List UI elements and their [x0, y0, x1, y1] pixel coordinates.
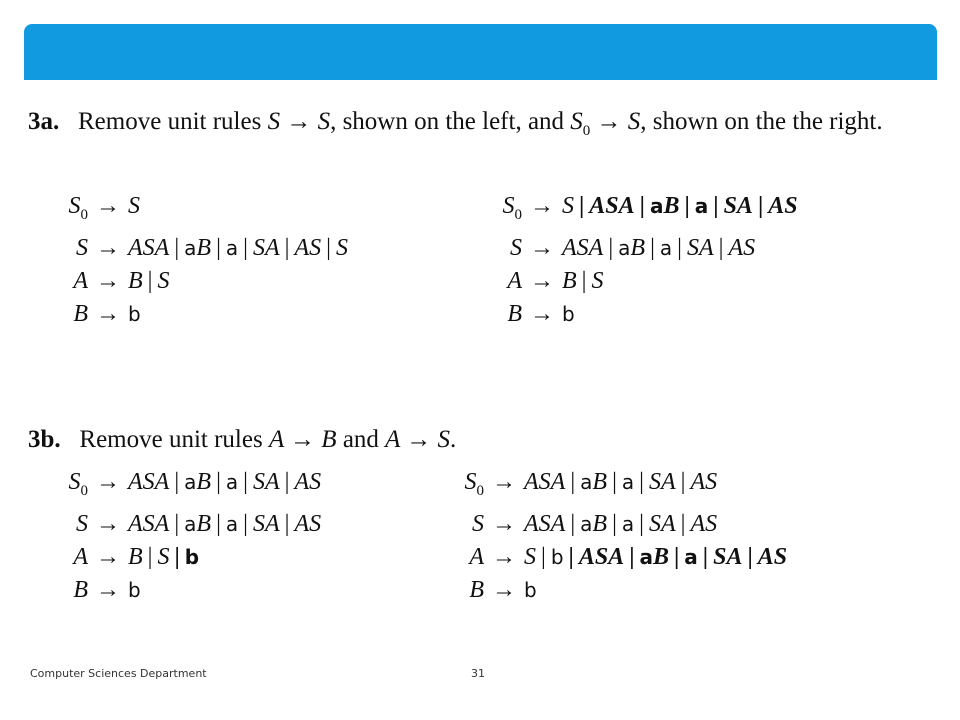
- grammar-symbol: SA: [686, 234, 714, 261]
- heading-3b-text-1: Remove unit rules: [79, 426, 269, 453]
- rule-arrow: →: [530, 300, 554, 327]
- heading-3a-text-1: Remove unit rules: [78, 108, 268, 135]
- rule-arrow: →: [492, 576, 516, 603]
- grammar-symbol: S: [562, 193, 574, 219]
- grammar-symbol: a: [184, 235, 197, 260]
- heading-3a-text-2: , shown on the left, and: [330, 108, 571, 135]
- grammar-symbol: B: [663, 193, 680, 219]
- alternative-separator: |: [174, 469, 180, 495]
- grammar-symbol: ASA: [128, 510, 170, 537]
- alternative-separator: |: [674, 543, 680, 570]
- alternative-separator: |: [579, 193, 585, 219]
- grammar-symbol: AS: [728, 234, 756, 261]
- rule-lhs: A: [73, 543, 88, 570]
- grammar-rule: [436, 508, 787, 541]
- grammar-3b-left: [40, 466, 321, 607]
- grammar-rule: [40, 541, 321, 574]
- rule-arrow: →: [96, 510, 120, 537]
- grammar-symbol: B: [592, 510, 608, 537]
- rule-rhs: [128, 301, 141, 327]
- rule-arrow: →: [96, 543, 120, 570]
- alternative-separator: |: [284, 469, 290, 495]
- grammar-symbol: b: [184, 544, 200, 569]
- grammar-symbol: B: [630, 234, 646, 261]
- slide-header-banner: [24, 24, 937, 80]
- heading-3b-rule-1: A → B: [268, 426, 337, 453]
- grammar-rule: [40, 466, 321, 508]
- rule-arrow: →: [96, 267, 120, 294]
- grammar-symbol: B: [652, 543, 669, 570]
- footer-department: Computer Sciences Department: [30, 667, 207, 680]
- grammar-symbol: a: [639, 544, 653, 569]
- grammar-symbol: AS: [690, 469, 718, 495]
- grammar-symbol: a: [184, 470, 197, 494]
- alternative-separator: |: [284, 234, 290, 261]
- rule-rhs: [524, 511, 717, 537]
- grammar-symbol: S: [335, 234, 348, 261]
- alternative-separator: |: [718, 234, 724, 261]
- grammar-symbol: b: [128, 577, 141, 602]
- heading-3b: [28, 422, 938, 458]
- grammar-symbol: SA: [252, 234, 280, 261]
- rule-lhs: S: [76, 234, 88, 261]
- grammar-symbol: S: [591, 267, 604, 294]
- alternative-separator: |: [570, 469, 576, 495]
- rule-lhs: B: [73, 300, 88, 327]
- alternative-separator: |: [216, 510, 221, 537]
- rule-lhs: A: [73, 267, 88, 294]
- rule-lhs: S: [472, 510, 484, 537]
- grammar-symbol: a: [659, 235, 673, 260]
- rule-rhs: [562, 301, 575, 327]
- grammar-rule: [40, 508, 321, 541]
- grammar-symbol: SA: [648, 510, 676, 537]
- grammar-symbol: B: [562, 267, 577, 294]
- alternative-separator: |: [174, 234, 180, 261]
- grammar-symbol: ASA: [128, 234, 170, 261]
- heading-3b-text-3: .: [450, 426, 457, 453]
- rule-rhs: [524, 544, 787, 570]
- grammar-symbol: S: [157, 267, 170, 294]
- heading-3a-rule-2-lhs: S: [570, 108, 583, 135]
- grammar-symbol: a: [649, 194, 664, 218]
- rule-lhs: $S_0$: [502, 193, 522, 223]
- grammar-symbol: AS: [757, 543, 788, 570]
- grammar-symbol: B: [196, 510, 212, 537]
- grammar-symbol: a: [621, 470, 635, 494]
- grammar-rule: [474, 232, 798, 265]
- grammar-symbol: AS: [294, 234, 322, 261]
- grammar-symbol: b: [562, 301, 575, 326]
- grammar-symbol: SA: [648, 469, 676, 495]
- grammar-rule: [436, 574, 787, 607]
- alternative-separator: |: [747, 543, 753, 570]
- grammar-3a-right: [474, 190, 798, 331]
- alternative-separator: |: [147, 543, 153, 570]
- rule-rhs: [128, 193, 140, 219]
- rule-rhs: [128, 577, 141, 603]
- grammar-symbol: ASA: [589, 193, 635, 219]
- alternative-separator: |: [147, 267, 153, 294]
- alternative-separator: |: [243, 234, 248, 261]
- rule-rhs: [128, 235, 348, 261]
- heading-3a: [28, 104, 938, 149]
- grammar-symbol: a: [580, 511, 593, 536]
- rule-arrow: →: [96, 234, 120, 261]
- grammar-symbol: a: [225, 235, 239, 260]
- grammar-rule: [40, 298, 348, 331]
- alternative-separator: |: [608, 234, 614, 261]
- alternative-separator: |: [612, 469, 617, 495]
- alternative-separator: |: [629, 543, 635, 570]
- grammar-3a-left: [40, 190, 348, 331]
- alternative-separator: |: [612, 510, 617, 537]
- alternative-separator: |: [639, 510, 644, 537]
- grammar-symbol: a: [694, 194, 709, 218]
- grammar-rule: [474, 298, 798, 331]
- grammar-symbol: a: [621, 511, 635, 536]
- rule-rhs: [524, 577, 537, 603]
- grammar-rule: [40, 232, 348, 265]
- rule-lhs: B: [73, 576, 88, 603]
- alternative-separator: |: [639, 469, 644, 495]
- grammar-rule: [40, 574, 321, 607]
- rule-lhs: B: [469, 576, 484, 603]
- rule-lhs: A: [469, 543, 484, 570]
- grammar-symbol: S: [157, 543, 170, 570]
- grammar-rule: [40, 265, 348, 298]
- alternative-separator: |: [243, 510, 248, 537]
- alternative-separator: |: [174, 543, 180, 570]
- grammar-symbol: S: [128, 193, 140, 219]
- rule-arrow: →: [530, 193, 554, 219]
- alternative-separator: |: [684, 193, 690, 219]
- rule-arrow: →: [530, 234, 554, 261]
- rule-rhs: [128, 544, 199, 570]
- grammar-symbol: B: [128, 543, 143, 570]
- alternative-separator: |: [243, 469, 248, 495]
- grammar-symbol: AS: [294, 469, 322, 495]
- rule-rhs: [562, 235, 755, 261]
- alternative-separator: |: [650, 234, 655, 261]
- grammar-symbol: a: [184, 511, 197, 536]
- alternative-separator: |: [680, 510, 686, 537]
- alternative-separator: |: [713, 193, 719, 219]
- grammar-symbol: ASA: [524, 510, 566, 537]
- rule-rhs: [562, 193, 798, 219]
- grammar-symbol: B: [196, 234, 212, 261]
- heading-3b-label: 3b.: [28, 426, 61, 453]
- grammar-symbol: b: [550, 544, 564, 569]
- heading-3a-rule-2-rest: → S: [590, 108, 641, 135]
- grammar-symbol: ASA: [562, 234, 604, 261]
- grammar-rule: [474, 190, 798, 232]
- grammar-rule: [40, 190, 348, 232]
- heading-3a-rule-1: S → S: [267, 108, 331, 135]
- grammar-symbol: a: [225, 470, 239, 494]
- rule-arrow: →: [492, 543, 516, 570]
- grammar-3b-right: [436, 466, 787, 607]
- alternative-separator: |: [216, 234, 221, 261]
- grammar-symbol: a: [618, 235, 631, 260]
- alternative-separator: |: [702, 543, 709, 570]
- rule-arrow: →: [96, 300, 120, 327]
- grammar-symbol: ASA: [524, 469, 566, 495]
- alternative-separator: |: [581, 267, 587, 294]
- rule-lhs: $S_0$: [68, 193, 88, 223]
- grammar-symbol: AS: [690, 510, 718, 537]
- grammar-rule: [436, 466, 787, 508]
- rule-lhs: A: [507, 267, 522, 294]
- grammar-symbol: B: [592, 469, 608, 495]
- page-number: 31: [471, 667, 485, 680]
- grammar-symbol: b: [524, 577, 537, 602]
- alternative-separator: |: [174, 510, 180, 537]
- rule-lhs: B: [507, 300, 522, 327]
- alternative-separator: |: [570, 510, 576, 537]
- grammar-symbol: a: [225, 511, 239, 536]
- grammar-symbol: SA: [252, 469, 280, 495]
- alternative-separator: |: [326, 234, 331, 261]
- rule-rhs: [562, 268, 603, 294]
- rule-rhs: [128, 268, 169, 294]
- rule-rhs: [524, 469, 717, 495]
- rule-arrow: →: [96, 193, 120, 219]
- rule-rhs: [128, 511, 321, 537]
- rule-lhs: $S_0$: [464, 469, 484, 499]
- rule-arrow: →: [96, 576, 120, 603]
- alternative-separator: |: [680, 469, 686, 495]
- grammar-symbol: S: [524, 543, 536, 570]
- grammar-rule: [436, 541, 787, 574]
- rule-arrow: →: [492, 469, 516, 495]
- grammar-symbol: B: [196, 469, 212, 495]
- grammar-rule: [474, 265, 798, 298]
- heading-3a-rule-2-sub: 0: [582, 123, 591, 139]
- rule-lhs: $S_0$: [68, 469, 88, 499]
- grammar-symbol: a: [580, 470, 593, 494]
- grammar-symbol: SA: [713, 543, 743, 570]
- heading-3a-label: 3a.: [28, 108, 60, 135]
- heading-3b-text-2: and: [336, 426, 386, 453]
- alternative-separator: |: [568, 543, 574, 570]
- alternative-separator: |: [216, 469, 221, 495]
- rule-lhs: S: [510, 234, 522, 261]
- rule-arrow: →: [530, 267, 554, 294]
- rule-lhs: S: [76, 510, 88, 537]
- alternative-separator: |: [757, 193, 764, 219]
- rule-arrow: →: [96, 469, 120, 495]
- grammar-symbol: AS: [768, 193, 798, 219]
- grammar-symbol: SA: [252, 510, 280, 537]
- rule-arrow: →: [492, 510, 516, 537]
- heading-3a-text-3: , shown on the the right.: [640, 108, 883, 135]
- grammar-symbol: SA: [723, 193, 753, 219]
- grammar-symbol: B: [128, 267, 143, 294]
- grammar-symbol: ASA: [578, 543, 625, 570]
- grammar-symbol: a: [684, 544, 698, 569]
- grammar-symbol: b: [128, 301, 141, 326]
- grammar-symbol: AS: [294, 510, 322, 537]
- alternative-separator: |: [677, 234, 682, 261]
- alternative-separator: |: [541, 543, 546, 570]
- alternative-separator: |: [639, 193, 645, 219]
- rule-rhs: [128, 469, 321, 495]
- alternative-separator: |: [284, 510, 290, 537]
- grammar-symbol: ASA: [128, 469, 170, 495]
- heading-3b-rule-2: A → S: [385, 426, 450, 453]
